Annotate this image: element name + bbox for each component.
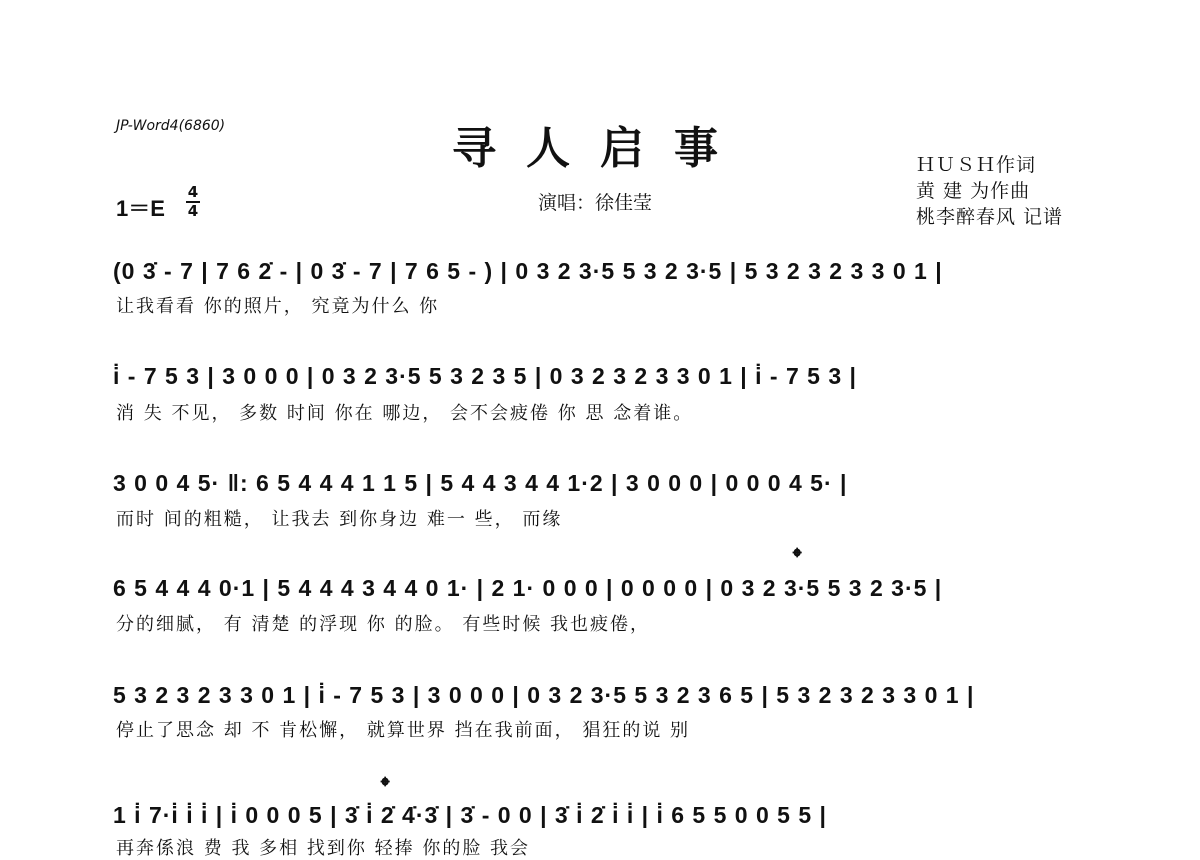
- lyric-line-1: 让我看看 你的照片， 究竟为什么 你: [116, 296, 440, 317]
- lyric-line-6: 再奔係浪 费 我 多相 找到你 轻捧 你的脸 我会: [116, 838, 531, 859]
- lyric-line-5: 停止了思念 却 不 肯松懈， 就算世界 挡在我前面， 猖狂的说 别: [116, 720, 691, 741]
- composer-credit: 黄 建 为作曲: [916, 180, 1031, 202]
- watermark: JP-Word4(6860): [116, 118, 226, 134]
- time-signature-bottom: 4: [187, 202, 199, 220]
- notation-line-3: 3 0 0 4 5· ‖: 6 5 4 4 4 1 1 5 | 5 4 4 3 4 4 1·2 | 3 0 0 0 | 0 0 0 4 5· |: [113, 470, 848, 496]
- key-signature: 1＝E: [116, 196, 165, 221]
- lyricist-credit: ＨＵＳＨ作词: [916, 154, 1037, 176]
- notation-line-6: 1 i̇ 7·i̇ i̇ i̇ | i̇ 0 0 0 5 | 3̇ i̇ 2̇ 4̇·3̇ | 3̇ - 0 0 | 3̇ i̇ 2̇ i̇ i̇ | i̇ 6 5 5 0 0 5 5 |: [113, 802, 827, 828]
- lyric-line-3: 而时 间的粗糙， 让我去 到你身边 难一 些， 而缘: [116, 509, 563, 530]
- notation-line-5: 5 3 2 3 2 3 3 0 1 | i̇ - 7 5 3 | 3 0 0 0 | 0 3 2 3·5 5 3 2 3 6 5 | 5 3 2 3 2 3 3 0 1 |: [113, 682, 975, 708]
- notation-line-4: 6 5 4 4 4 0·1 | 5 4 4 4 3 4 4 0 1· | 2 1· 0 0 0 | 0 0 0 0 | 0 3 2 3·5 5 3 2 3·5 |: [113, 575, 943, 601]
- notation-line-1: (0 3̇ - 7 | 7 6 2̇ - | 0 3̇ - 7 | 7 6 5 - ) | 0 3 2 3·5 5 3 2 3·5 | 5 3 2 3 2 3 3 0 1 |: [113, 258, 943, 284]
- lyric-line-4: 分的细腻， 有 清楚 的浮现 你 的脸。 有些时候 我也疲倦，: [116, 614, 651, 635]
- coda-mark-2: 𝄌: [381, 772, 390, 800]
- coda-mark: 𝄌: [793, 543, 802, 571]
- notation-line-2: i̇ - 7 5 3 | 3 0 0 0 | 0 3 2 3·5 5 3 2 3 5 | 0 3 2 3 2 3 3 0 1 | i̇ - 7 5 3 |: [113, 363, 857, 389]
- time-signature: [186, 185, 200, 219]
- singer-credit: 演唱：徐佳莹: [538, 192, 653, 214]
- lyric-line-2: 消 失 不见， 多数 时间 你在 哪边， 会不会疲倦 你 思 念着谁。: [116, 403, 694, 424]
- transcriber-credit: 桃李醉春风 记谱: [916, 206, 1064, 228]
- page-title: 寻人启事: [452, 123, 748, 174]
- time-signature-top: 4: [187, 183, 199, 201]
